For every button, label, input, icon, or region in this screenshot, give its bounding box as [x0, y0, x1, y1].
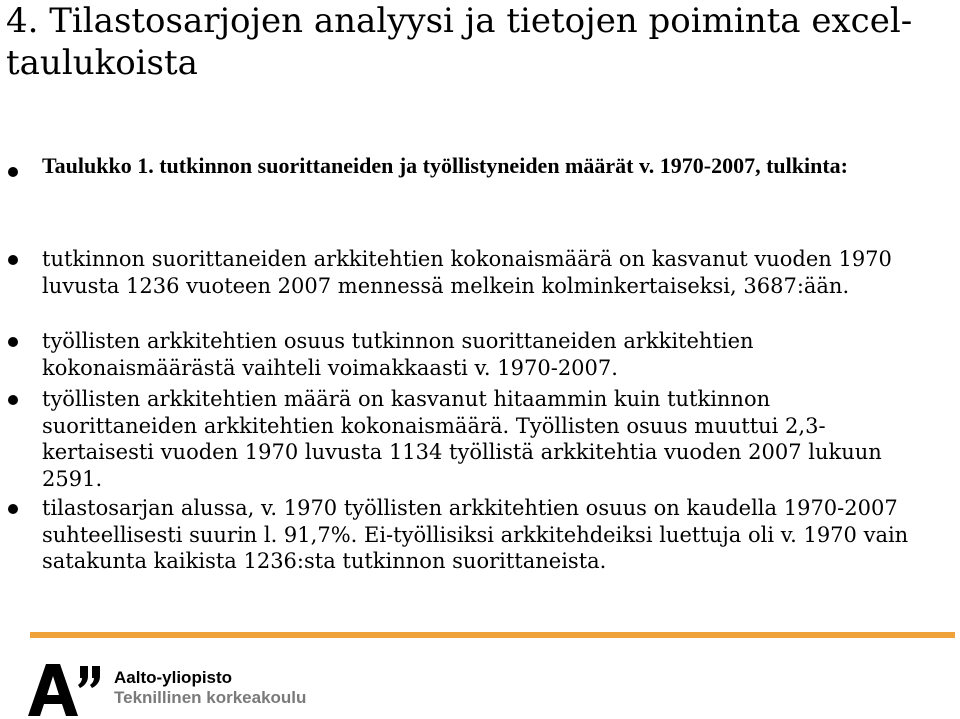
- footer-divider: [30, 632, 955, 638]
- logo-university-name: Aalto-yliopisto: [114, 668, 233, 687]
- bullet-text: tutkinnon suorittaneiden arkkitehtien kokonaismäärä on kasvanut vuoden 1970 luvusta 1236 vuoteen 2007 mennessä melkein kolminkertaiseksi, 3687:ään.: [42, 247, 892, 298]
- university-logo: [28, 664, 328, 716]
- bullet-text: työllisten arkkitehtien määrä on kasvanut hitaammin kuin tutkinnon suorittaneiden arkkitehtien kokonaismäärä. Työllisten osuus muuttui 2,3-kertaisesti vuoden 1970 luvusta 1134 työllistä arkkitehtia vuoden 2007 lukuun 2591.: [42, 387, 882, 491]
- bullet-dot-icon: [8, 167, 18, 177]
- bullet-dot-icon: [8, 504, 18, 514]
- bullet-text: työllisten arkkitehtien osuus tutkinnon suorittaneiden arkkitehtien kokonaismäärästä vaihteli voimakkaasti v. 1970-2007.: [42, 329, 754, 380]
- bullet-dot-icon: [8, 255, 18, 265]
- bullet-text: tilastosarjan alussa, v. 1970 työllisten arkkitehtien osuus on kaudella 1970-2007 suhteellisesti suurin l. 91,7%. Ei-työllisiksi arkkitehdeiksi luettuja oli v. 1970 vain satakunta kaikista 1236:sta tutkinnon suorittaneista.: [42, 496, 909, 573]
- bullet-dot-icon: [8, 395, 18, 405]
- bullet-text: Taulukko 1. tutkinnon suorittaneiden ja työllistyneiden määrät v. 1970-2007, tulkinta:: [42, 153, 848, 178]
- slide-title: 4. Tilastosarjojen analyysi ja tietojen poiminta excel-taulukoista: [6, 1, 913, 83]
- bullet-dot-icon: [8, 337, 18, 347]
- aalto-logo-icon: [28, 664, 118, 716]
- logo-school-name: Teknillinen korkeakoulu: [114, 688, 307, 707]
